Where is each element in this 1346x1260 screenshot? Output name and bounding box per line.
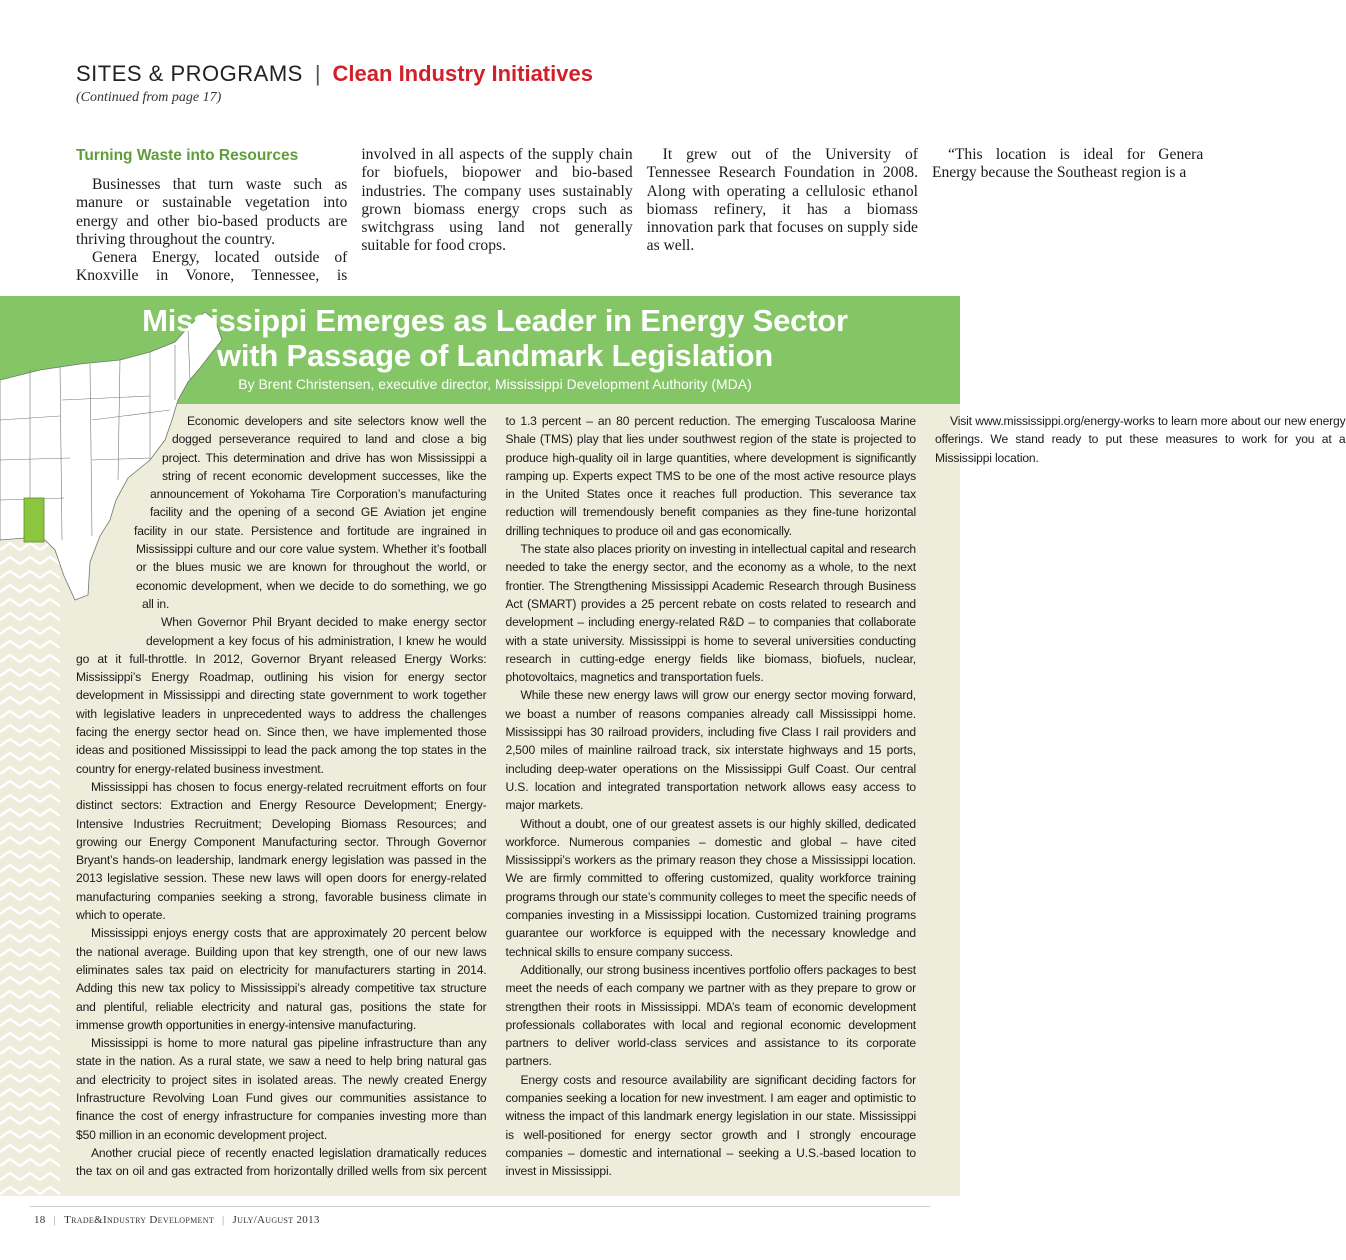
top-article-paragraph: Genera Energy, located outside of Knoxville in Vonore, Tennessee, is involved in all aspects of the supply chain for biofuels, biopower and bio-based industries. The company uses sustainably grown biomass energy crops such as switchgrass using land not generally suitable for food crops. — [76, 146, 633, 285]
issue-date: July/August 2013 — [232, 1214, 320, 1226]
feature-article-body — [76, 412, 1346, 1184]
map-wrap-spacer — [76, 448, 162, 484]
article-paragraph: Mississippi enjoys energy costs that are approximately 20 percent below the national average. Building upon that key strength, one of our new laws eliminates sales tax paid on electricity for manufacturers starting in 2014. Adding this new tax policy to Mississippi’s already competitive tax structure and plentiful, reliable electricity and natural gas, positions the state for immense growth opportunities in energy-intensive manufacturing. — [76, 926, 487, 1032]
map-wrap-spacer — [76, 484, 150, 520]
article-paragraph: Mississippi is home to more natural gas pipeline infrastructure than any state in the nation. As a rural state, we saw a need to help bring natural gas and electricity to project sites in isolated areas. The newly created Energy Infrastructure Revolving Loan Fund gives our communities assistance to finance the cost of energy infrastructure for companies investing more than $50 million in an economic development project. — [76, 1036, 487, 1142]
page-number: 18 — [34, 1214, 46, 1226]
article-paragraph: Energy costs and resource availability are significant deciding factors for companies seeking a location for new investment. I am eager and optimistic to witness the impact of this landmark energy legislation in our state. Mississippi is well-positioned for energy sector growth and I strongly encourage companies – domestic and international – seeking a U.S.-based location to invest in Mississippi. — [505, 1072, 916, 1179]
map-wrap-spacer — [76, 574, 136, 610]
map-wrap-spacer — [76, 610, 142, 628]
top-article-paragraph: “This location is ideal for Genera Energy because the Southeast region is a — [931, 146, 1204, 182]
article-paragraph: While these new energy laws will grow our energy sector moving forward, we boast a number of reasons companies already call Mississippi home. Mississippi has 30 railroad providers, including five Class I rail providers and 2,500 miles of mainline railroad track, six interstate highways and 15 ports, including deep-water operations on the Mississippi Gulf Coast. Our central U.S. location and integrated transportation network allows easy access to major markets. — [505, 688, 916, 813]
page-header — [76, 58, 936, 106]
section-label: SITES & PROGRAMS — [76, 61, 303, 86]
map-wrap-spacer — [76, 520, 134, 538]
article-paragraph: Economic developers and site selectors know well the dogged perseverance required to land and close a big project. This determination and drive has won Mississippi a string of recent economic development successes, like the announcement of Yokohama Tire Corporation’s manufacturing facility and the opening of a second GE Aviation jet engine facility in our state. Persistence and fortitude are ingrained in Mississippi culture and our core value system. Whether it’s football or the blues music we are known for throughout the world, or economic development, when we decide to do something, we go all in. — [134, 414, 487, 611]
article-paragraph: Another crucial piece of recently enacted legislation dramatically reduces the tax on oil and gas extracted from horizontally drilled wells from six percent to 1.3 percent – an 80 percent reduction. The emerging Tuscaloosa Marine Shale (TMS) play that lies under southwest region of the state is projected to produce high-quality oil in large quantities, where development is significantly ramping up. Experts expect TMS to be one of the most active resource plays in the United States once it reaches full production. This severance tax reduction will tremendously benefit companies as they fine-tune horizontal drilling techniques to produce oil and gas economically. — [76, 414, 916, 1179]
feature-byline: By Brent Christensen, executive director, Mississippi Development Authority (MDA) — [238, 376, 752, 392]
top-article-paragraph: It grew out of the University of Tennessee Research Foundation in 2008. Along with operating a cellulosic ethanol biomass refinery, it has a biomass innovation park that focuses on supply side as well. — [646, 146, 918, 255]
top-article-heading: Turning Waste into Resources — [76, 147, 299, 164]
section-header — [76, 58, 936, 90]
map-wrap-spacer — [76, 538, 128, 574]
map-wrap-spacer — [76, 412, 172, 448]
article-paragraph: Additionally, our strong business incentives portfolio offers packages to best meet the needs of each company we partner with as they prepare to grow or strengthen their roots in Mississippi. MDA’s team of economic development professionals collaborates with local and regional economic development partners to deliver world-class services and assistance to its corporate partners. — [505, 962, 916, 1069]
article-paragraph: Visit www.mississippi.org/energy-works to learn more about our new energy offerings. We stand ready to put these measures to work for you at a Mississippi location. — [935, 414, 1346, 465]
feature-title — [100, 303, 890, 373]
mississippi-state — [24, 498, 44, 542]
continued-note: (Continued from page 17) — [76, 90, 222, 105]
map-wrap-spacer — [76, 628, 146, 646]
page-footer — [34, 1214, 434, 1226]
header-separator: | — [314, 61, 321, 86]
article-paragraph: When Governor Phil Bryant decided to make energy sector development a key focus of his administration, I knew he would go at it full-throttle. In 2012, Governor Bryant released Energy Works: Mississippi’s Energy Roadmap, outlining his vision for energy sector development in Mississippi and directing state government to work together with legislative leaders in unprecedented ways to address the challenges facing the energy sector head on. Since then, we have implemented those ideas and positioned Mississippi to lead the pack among the top states in the country for energy-related business investment. — [76, 615, 487, 776]
section-topic: Clean Industry Initiatives — [332, 61, 593, 86]
publication-name: Trade&Industry Development — [64, 1214, 215, 1226]
article-paragraph: Mississippi has chosen to focus energy-related recruitment efforts on four distinct sectors: Extraction and Energy Resource Development; Energy-Intensive Industries Recruitment; Developing Biomass Resources; and growing our Energy Component Manufacturing sector. Through Governor Bryant’s hands-on leadership, landmark energy legislation was passed in the 2013 legislative session. These new laws will open doors for energy-related manufacturing companies seeking a strong, favorable business climate in which to operate. — [76, 779, 487, 923]
footer-divider — [30, 1206, 930, 1207]
article-paragraph: The state also places priority on investing in intellectual capital and research needed to take the energy sector, and the economy as a whole, to the next frontier. The Strengthening Mississippi Academic Research through Business Act (SMART) provides a 25 percent rebate on costs related to research and development – including energy-related R&D – to companies that collaborate with a state university. Mississippi is home to several universities conducting research in cutting-edge energy fields like biomass, biofuels, nuclear, photovoltaics, magnetics and transportation fuels. — [505, 542, 916, 685]
feature-title-line2: with Passage of Landmark Legislation — [216, 338, 774, 373]
footer-separator: | — [53, 1214, 57, 1226]
footer-separator: | — [222, 1214, 225, 1226]
feature-title-line1: Mississippi Emerges as Leader in Energy Sector — [142, 303, 848, 338]
top-article — [76, 146, 1204, 288]
top-article-paragraph: Businesses that turn waste such as manure or sustainable vegetation into energy and other bio-based products are thriving throughout the country. — [76, 176, 348, 248]
article-paragraph: Without a doubt, one of our greatest assets is our highly skilled, dedicated workforce. Numerous companies – domestic and global – have cited Mississippi’s workers as the primary reason they chose a Mississippi location. We are firmly committed to offering customized, quality workforce training programs through our state’s community colleges to meet the specific needs of companies investing in a Mississippi location. Customized training programs guarantee our workforce is equipped with the necessary knowledge and technical skills to ensure company success. — [505, 816, 916, 959]
chevron-pattern — [0, 540, 60, 1210]
